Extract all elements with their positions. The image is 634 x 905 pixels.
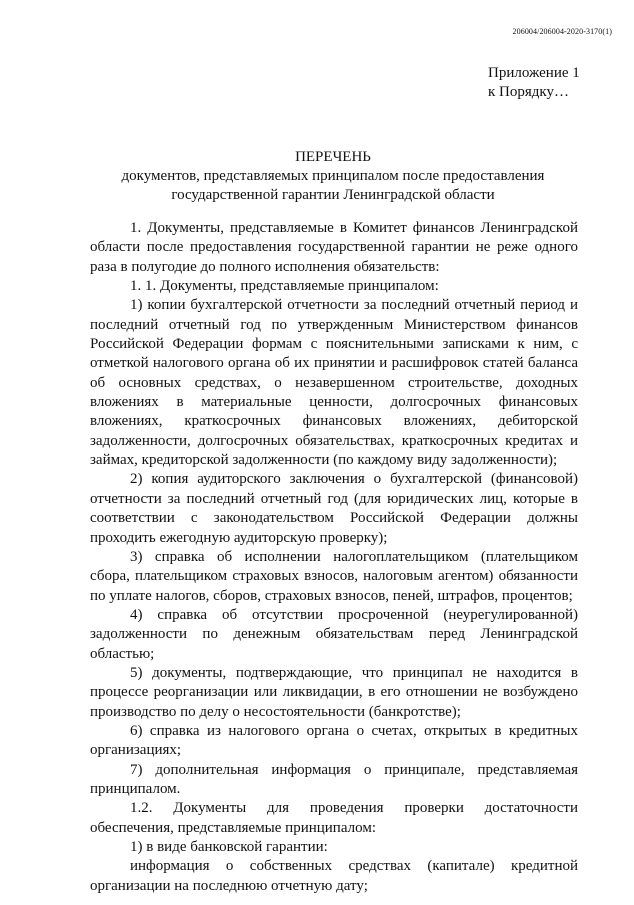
paragraph: 1) копии бухгалтерской отчетности за последний отчетный период и последний отчетный год по утвержденным Министерством финансов Российской Федерации формам с пояснительными записками к ним, с отметкой налогового органа об их принятии и расшифровок статей баланса об основных средствах, о незавершенном строительстве, доходных вложениях в материальные ценности, долгосрочных финансовых вложениях, краткосрочных финансовых вложениях, дебиторской задолженности, долгосрочных обязательствах, краткосрочных кредитах и займах, кредиторской задолженности (по каждому виду задолженности); (90, 297, 578, 469)
paragraph: 1. Документы, представляемые в Комитет финансов Ленинградской области после предоставления государственной гарантии не реже одного раза в полугодие до полного исполнения обязательств: (90, 220, 578, 275)
paragraph: 3) справка об исполнении налогоплательщиком (плательщиком сбора, плательщиком страховых взносов, налоговым агентом) обязанности по уплате налогов, сборов, страховых взносов, пеней, штрафов, процентов; (90, 548, 578, 604)
paragraph: 4) справка об отсутствии просроченной (неурегулированной) задолженности по денежным обязательствам перед Ленинградской областью; (90, 606, 578, 662)
title-line-2: государственной гарантии Ленинградской области (171, 187, 495, 203)
paragraph: 1.2. Документы для проведения проверки достаточности обеспечения, представляемые принципалом: (90, 800, 578, 836)
paragraph: информация о собственных средствах (капитале) кредитной организации на последнюю отчетную дату; (90, 858, 578, 894)
paragraph: 2) копия аудиторского заключения о бухгалтерской (финансовой) отчетности за последний отчетный год (для юридических лиц, которые в соответствии с законодательством Российской Федерации должны проходить ежегодную аудиторскую проверку); (90, 471, 578, 546)
appendix-line-1: Приложение 1 (488, 65, 580, 81)
paragraph: 1) в виде банковской гарантии: (130, 839, 328, 855)
title-heading: ПЕРЕЧЕНЬ (295, 149, 371, 165)
paragraph: 7) дополнительная информация о принципале, представляемая принципалом. (90, 761, 578, 797)
title-line-1: документов, представляемых принципалом после предоставления (121, 168, 545, 184)
document-title (90, 148, 576, 205)
paragraph: 6) справка из налогового органа о счетах, открытых в кредитных организациях; (90, 722, 578, 759)
document-id: 206004/206004-2020-3170(1) (512, 27, 612, 36)
paragraph: 5) документы, подтверждающие, что принципал не находится в процессе реорганизации или ликвидации, в его отношении не возбуждено производство по делу о несостоятельности (банкротстве); (90, 664, 578, 720)
paragraph: 1. 1. Документы, представляемые принципалом: (130, 278, 439, 295)
appendix-reference (488, 64, 580, 102)
document-body (90, 219, 578, 896)
appendix-line-2: к Порядку… (488, 84, 569, 100)
